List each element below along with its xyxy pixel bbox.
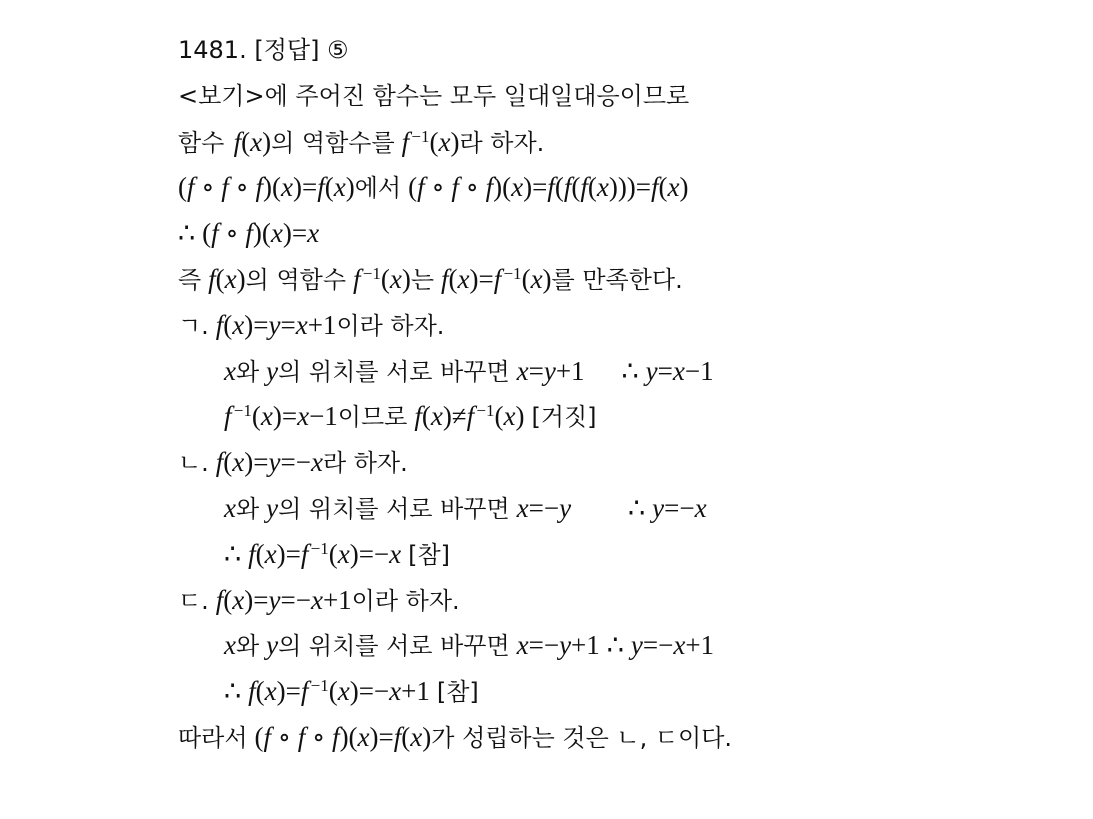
therefore-symbol: ∴ xyxy=(621,355,639,386)
math-case-giyeok-inverse: f $^{-1}$(x)=x−1 xyxy=(224,401,338,432)
case-giyeok-swap-line xyxy=(178,349,1058,395)
math-case-nieun-solve: y=−x xyxy=(652,492,707,523)
word-hamsu: 함수 xyxy=(178,128,225,157)
math-finv-x: f $^{-1}$(x) xyxy=(401,126,460,157)
case-nieun-line xyxy=(178,440,1058,486)
define-inverse-line xyxy=(178,120,1058,166)
word-wa: 와 xyxy=(235,357,260,386)
word-ra-haja: 라 하자. xyxy=(322,449,408,478)
math-fx: f(x) xyxy=(208,263,246,294)
intro-text: <보기>에 주어진 함수는 모두 일대일대응이므로 xyxy=(178,81,690,110)
therefore-symbol: ∴ xyxy=(606,630,624,661)
var-x: x xyxy=(224,492,236,523)
word-swap: 의 위치를 서로 바꾸면 xyxy=(278,357,510,386)
word-wa: 와 xyxy=(235,632,260,661)
intro-line xyxy=(178,74,1058,120)
word-inverse: 의 역함수 xyxy=(245,265,347,294)
math-case-nieun-def: f(x)=y=−x xyxy=(215,447,323,478)
case-digeut-result-line xyxy=(178,669,1058,715)
word-satisfies: 를 만족한다. xyxy=(551,265,683,294)
case-giyeok-result-line xyxy=(178,394,1058,440)
composition-condition-line xyxy=(178,165,1058,211)
word-ira-haja: 이라 하자. xyxy=(351,586,460,615)
math-finv-x: f $^{-1}$(x) xyxy=(352,263,411,294)
math-case-digeut-solve: y=−x+1 xyxy=(630,630,715,661)
math-case-digeut-def: f(x)=y=−x+1 xyxy=(215,584,352,615)
word-swap: 의 위치를 서로 바꾸면 xyxy=(278,632,510,661)
word-imeuro: 이므로 xyxy=(337,403,408,432)
var-y: y xyxy=(266,492,279,523)
var-x: x xyxy=(224,355,236,386)
math-fx: f(x) xyxy=(233,126,272,157)
solution-document xyxy=(178,28,1058,761)
inverse-equal-line xyxy=(178,257,1058,303)
math-f-eq-finv: f(x)=f $^{-1}$(x) xyxy=(440,263,552,294)
math-fff-expanded: (f ∘ f ∘ f)(x)=f(f(f(x)))=f(x) xyxy=(408,172,689,203)
math-case-giyeok-solve: y=x−1 xyxy=(645,355,714,386)
math-ff-eq-x: (f ∘ f)(x)=x xyxy=(202,218,320,249)
word-swap: 의 위치를 서로 바꾸면 xyxy=(278,494,510,523)
case-digeut-line xyxy=(178,578,1058,624)
verdict-true: [참] xyxy=(436,678,479,707)
math-fff-eq-f: (f ∘ f ∘ f)(x)=f(x) xyxy=(178,172,355,203)
math-case-nieun-eq: f(x)=f $^{-1}$(x)=−x xyxy=(248,538,402,569)
var-y: y xyxy=(266,630,279,661)
math-case-giyeok-def: f(x)=y=x+1 xyxy=(215,309,337,340)
conclusion-line xyxy=(178,715,1058,761)
case-digeut-swap-line xyxy=(178,623,1058,669)
label-giyeok: ㄱ. xyxy=(178,311,209,340)
therefore-symbol: ∴ xyxy=(224,676,242,707)
word-ira-haja: 이라 하자. xyxy=(336,311,445,340)
word-eseo: 에서 xyxy=(354,174,402,203)
word-jeuk: 즉 xyxy=(178,265,202,294)
math-case-giyeok-neq: f(x)≠f $^{-1}$(x) xyxy=(414,401,525,432)
math-fff-eq-f: (f ∘ f ∘ f)(x)=f(x) xyxy=(254,721,432,752)
label-nieun: ㄴ. xyxy=(178,449,209,478)
therefore-ff-line xyxy=(178,211,1058,257)
word-ttaraseo: 따라서 xyxy=(178,723,248,752)
math-case-nieun-swap: x=−y xyxy=(516,492,572,523)
verdict-true: [참] xyxy=(408,540,451,569)
case-nieun-result-line xyxy=(178,532,1058,578)
var-y: y xyxy=(266,355,279,386)
math-case-digeut-swap: x=−y+1 xyxy=(516,630,600,661)
problem-title: 1481. [정답] ⑤ xyxy=(178,36,349,64)
word-wa: 와 xyxy=(235,494,260,523)
math-case-digeut-eq: f(x)=f $^{-1}$(x)=−x+1 xyxy=(248,676,430,707)
math-case-giyeok-swap: x=y+1 xyxy=(516,355,585,386)
case-nieun-swap-line xyxy=(178,486,1058,532)
conclusion-text: 가 성립하는 것은 ㄴ, ㄷ이다. xyxy=(431,723,733,752)
therefore-symbol: ∴ xyxy=(178,218,196,249)
label-digeut: ㄷ. xyxy=(178,586,209,615)
word-ra-haja: 라 하자. xyxy=(459,128,545,157)
therefore-symbol: ∴ xyxy=(628,492,646,523)
word-neun: 는 xyxy=(410,265,435,294)
problem-title-line xyxy=(178,28,1058,74)
var-x: x xyxy=(224,630,236,661)
word-inverse-of: 의 역함수를 xyxy=(271,128,395,157)
verdict-false: [거짓] xyxy=(531,403,597,432)
therefore-symbol: ∴ xyxy=(224,538,242,569)
case-giyeok-line xyxy=(178,303,1058,349)
